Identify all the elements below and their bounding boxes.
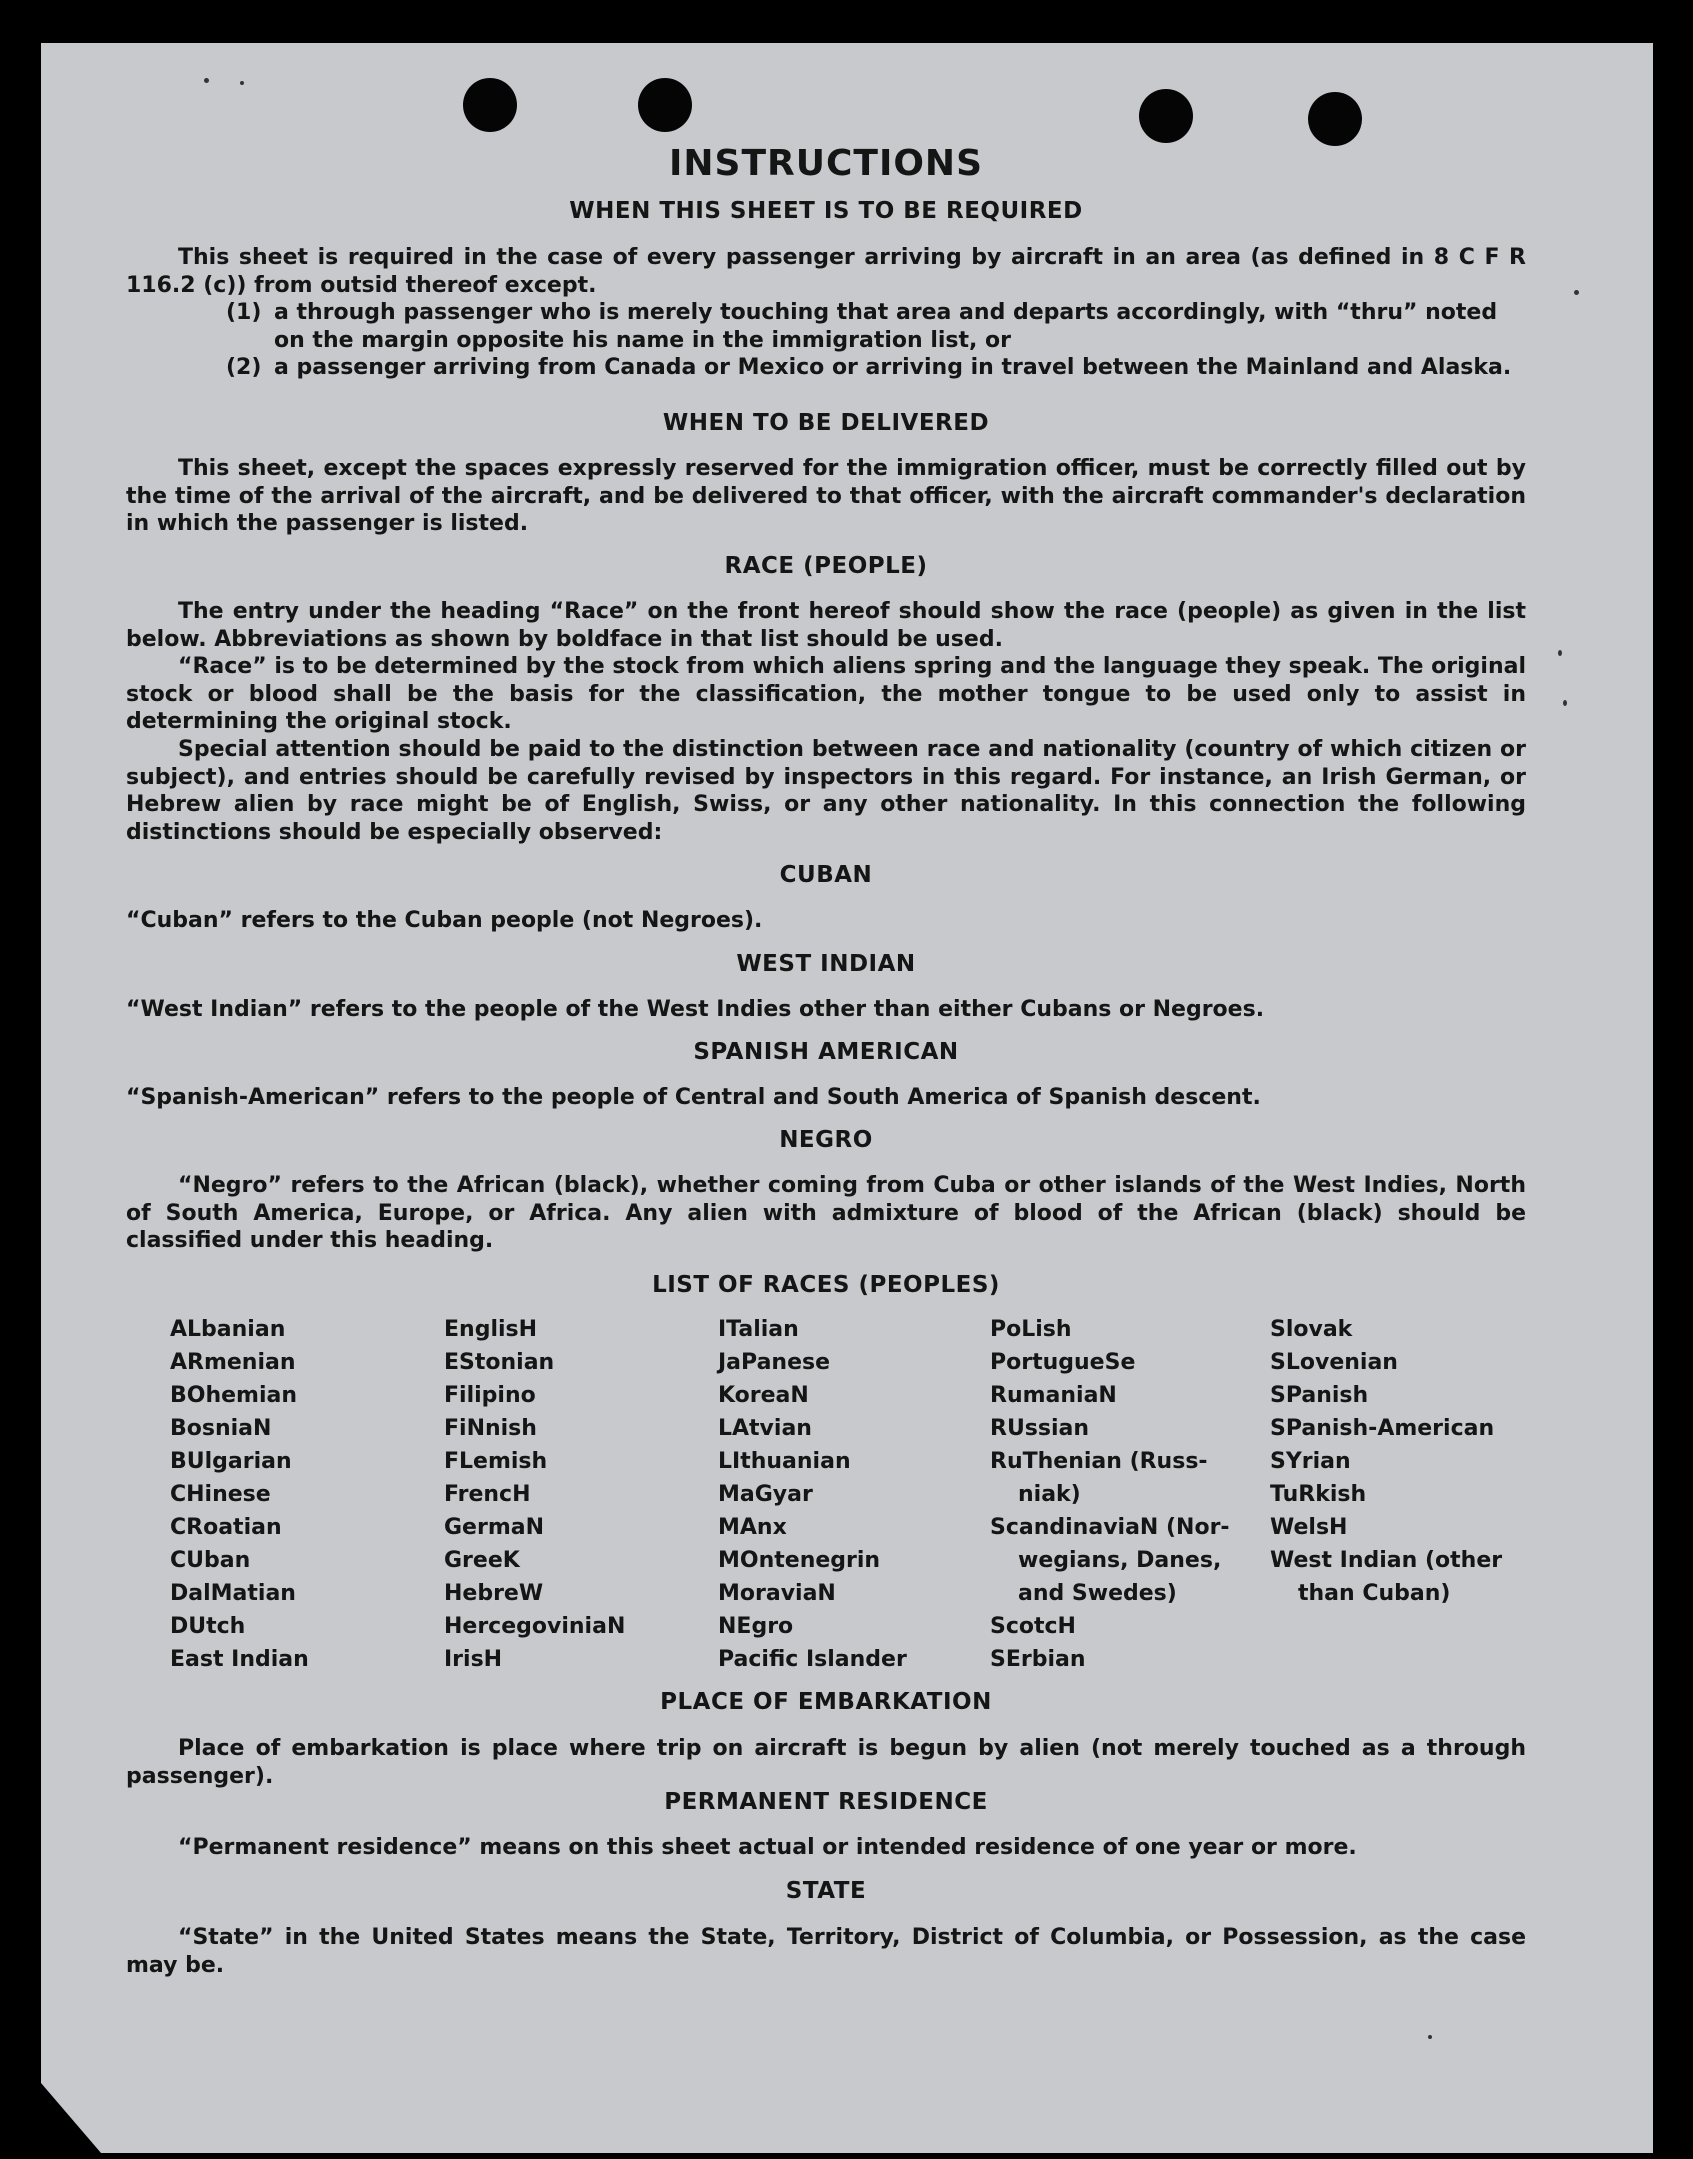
race-entry: WelsH <box>1270 1515 1348 1540</box>
section-heading-spanish-american: SPANISH AMERICAN <box>693 1039 959 1065</box>
race-entry: KoreaN <box>718 1383 809 1408</box>
race-entry: ScotcH <box>990 1614 1076 1639</box>
race-entry: HercegoviniaN <box>444 1614 626 1639</box>
race-entry: FrencH <box>444 1482 531 1507</box>
residence-text: “Permanent residence” means on this sheet actual or intended residence of one year or more. <box>178 1835 1357 1860</box>
delivered-text: This sheet, except the spaces expressly reserved for the immigration officer, must be correctly filled out by the time of the arrival of the aircraft, and be delivered to that officer, with the aircraft commander's declaration in which the passenger is listed. <box>126 456 1526 536</box>
speck <box>1574 290 1579 295</box>
race-entry: RUssian <box>990 1416 1090 1441</box>
section-heading-delivered: WHEN TO BE DELIVERED <box>662 410 990 436</box>
races-column-3 <box>718 1313 988 1676</box>
race-entry: DalMatian <box>170 1581 296 1606</box>
section-heading-state: STATE <box>785 1878 867 1904</box>
race-entry: GreeK <box>444 1548 520 1573</box>
speck <box>1428 2035 1432 2039</box>
race-entry: SPanish-American <box>1270 1416 1495 1441</box>
race-entry: NEgro <box>718 1614 794 1639</box>
punch-hole <box>463 78 517 132</box>
speck <box>204 78 209 83</box>
section-heading-residence: PERMANENT RESIDENCE <box>664 1789 988 1815</box>
page-title: INSTRUCTIONS <box>669 143 983 184</box>
race-entry: FLemish <box>444 1449 548 1474</box>
race-entry: IrisH <box>444 1647 503 1672</box>
exception-item-1 <box>226 299 1524 354</box>
item-text: a through passenger who is merely touching that area and departs accordingly, with “thru” noted on the margin opposite his name in the immigration list, or <box>274 300 1498 353</box>
west-indian-text: “West Indian” refers to the people of the West Indies other than either Cubans or Negroes. <box>126 997 1265 1022</box>
item-number: (2) <box>226 355 262 380</box>
race-entry: JaPanese <box>718 1350 831 1375</box>
race-entry: East Indian <box>170 1647 309 1672</box>
race-entry: RuThenian (Russ- <box>990 1449 1208 1474</box>
race-entry: CUban <box>170 1548 251 1573</box>
race-entry: MOntenegrin <box>718 1548 881 1573</box>
race-entry: PoLish <box>990 1317 1072 1342</box>
race-entry: DUtch <box>170 1614 246 1639</box>
cuban-text: “Cuban” refers to the Cuban people (not Negroes). <box>126 908 763 933</box>
section-heading-embarkation: PLACE OF EMBARKATION <box>660 1689 992 1715</box>
race-entry: SLovenian <box>1270 1350 1398 1375</box>
race-entry: ScandinaviaN (Nor- <box>990 1515 1230 1540</box>
race-entry: TuRkish <box>1270 1482 1367 1507</box>
race-entry: MAnx <box>718 1515 787 1540</box>
item-number: (1) <box>226 300 262 325</box>
race-entry: FiNnish <box>444 1416 537 1441</box>
exception-item-2 <box>226 354 1524 382</box>
race-entry: MaGyar <box>718 1482 813 1507</box>
section-heading-list-of-races: LIST OF RACES (PEOPLES) <box>652 1272 1000 1298</box>
race-entry: MoraviaN <box>718 1581 836 1606</box>
section-heading-required: WHEN THIS SHEET IS TO BE REQUIRED <box>569 198 1083 224</box>
race-entry: Filipino <box>444 1383 536 1408</box>
state-text: “State” in the United States means the State, Territory, District of Columbia, or Possession, as the case may be. <box>126 1925 1526 1978</box>
race-entry: SYrian <box>1270 1449 1351 1474</box>
speck <box>1558 650 1562 656</box>
race-entry: GermaN <box>444 1515 545 1540</box>
race-entry: ALbanian <box>170 1317 286 1342</box>
race-entry: SPanish <box>1270 1383 1369 1408</box>
embarkation-text: Place of embarkation is place where trip on aircraft is begun by alien (not merely touched as a through passenger). <box>126 1736 1526 1789</box>
section-heading-negro: NEGRO <box>779 1127 873 1153</box>
races-column-4 <box>990 1313 1260 1676</box>
races-column-1 <box>170 1313 440 1676</box>
section-heading-cuban: CUBAN <box>779 862 873 888</box>
race-entry-continued: and Swedes) <box>1018 1581 1177 1606</box>
race-entry: EnglisH <box>444 1317 538 1342</box>
speck <box>1563 700 1567 706</box>
race-entry: BosniaN <box>170 1416 272 1441</box>
race-paragraph-2: “Race” is to be determined by the stock from which aliens spring and the language they speak. The original stock or blood shall be the basis for the classification, the mother tongue to be used only to assist in determining the original stock. <box>126 654 1526 734</box>
race-entry: HebreW <box>444 1581 544 1606</box>
race-entry: Slovak <box>1270 1317 1353 1342</box>
race-paragraph-3: Special attention should be paid to the distinction between race and nationality (country of which citizen or subject), and entries should be carefully revised by inspectors in this regard. For instance, an Irish German, or Hebrew alien by race might be of English, Swiss, or any other nationality. In this connection the following distinctions should be especially observed: <box>126 737 1526 845</box>
race-entry: PortugueSe <box>990 1350 1136 1375</box>
negro-text: “Negro” refers to the African (black), whether coming from Cuba or other islands of the West Indies, North of South America, Europe, or Africa. Any alien with admixture of blood of the African (black) should be classified under this heading. <box>126 1173 1526 1253</box>
punch-hole <box>1308 92 1362 146</box>
race-entry: EStonian <box>444 1350 555 1375</box>
races-column-5 <box>1270 1313 1540 1610</box>
race-entry: BUlgarian <box>170 1449 292 1474</box>
section-heading-west-indian: WEST INDIAN <box>736 951 916 977</box>
punch-hole <box>638 78 692 132</box>
race-entry: Pacific Islander <box>718 1647 907 1672</box>
required-intro: This sheet is required in the case of every passenger arriving by aircraft in an area (as defined in 8 C F R 116.2 (c)) from outsid thereof except. <box>126 245 1526 298</box>
race-entry: SErbian <box>990 1647 1086 1672</box>
race-entry-continued: than Cuban) <box>1298 1581 1451 1606</box>
race-entry: CRoatian <box>170 1515 282 1540</box>
race-entry: CHinese <box>170 1482 271 1507</box>
punch-hole <box>1139 89 1193 143</box>
race-paragraph-1: The entry under the heading “Race” on the front hereof should show the race (people) as given in the list below. Abbreviations as shown by boldface in that list should be used. <box>126 599 1526 652</box>
race-entry: LIthuanian <box>718 1449 851 1474</box>
race-entry: BOhemian <box>170 1383 298 1408</box>
speck <box>240 81 244 85</box>
race-entry: LAtvian <box>718 1416 812 1441</box>
race-entry: ARmenian <box>170 1350 296 1375</box>
race-entry: West Indian (other <box>1270 1548 1503 1573</box>
race-entry-continued: wegians, Danes, <box>1018 1548 1222 1573</box>
race-entry: RumaniaN <box>990 1383 1117 1408</box>
spanish-american-text: “Spanish-American” refers to the people of Central and South America of Spanish descent. <box>126 1085 1261 1110</box>
races-column-2 <box>444 1313 714 1676</box>
item-text: a passenger arriving from Canada or Mexico or arriving in travel between the Mainland and Alaska. <box>274 355 1512 380</box>
section-heading-race: RACE (PEOPLE) <box>724 553 928 579</box>
race-entry: ITalian <box>718 1317 799 1342</box>
race-entry-continued: niak) <box>1018 1482 1081 1507</box>
